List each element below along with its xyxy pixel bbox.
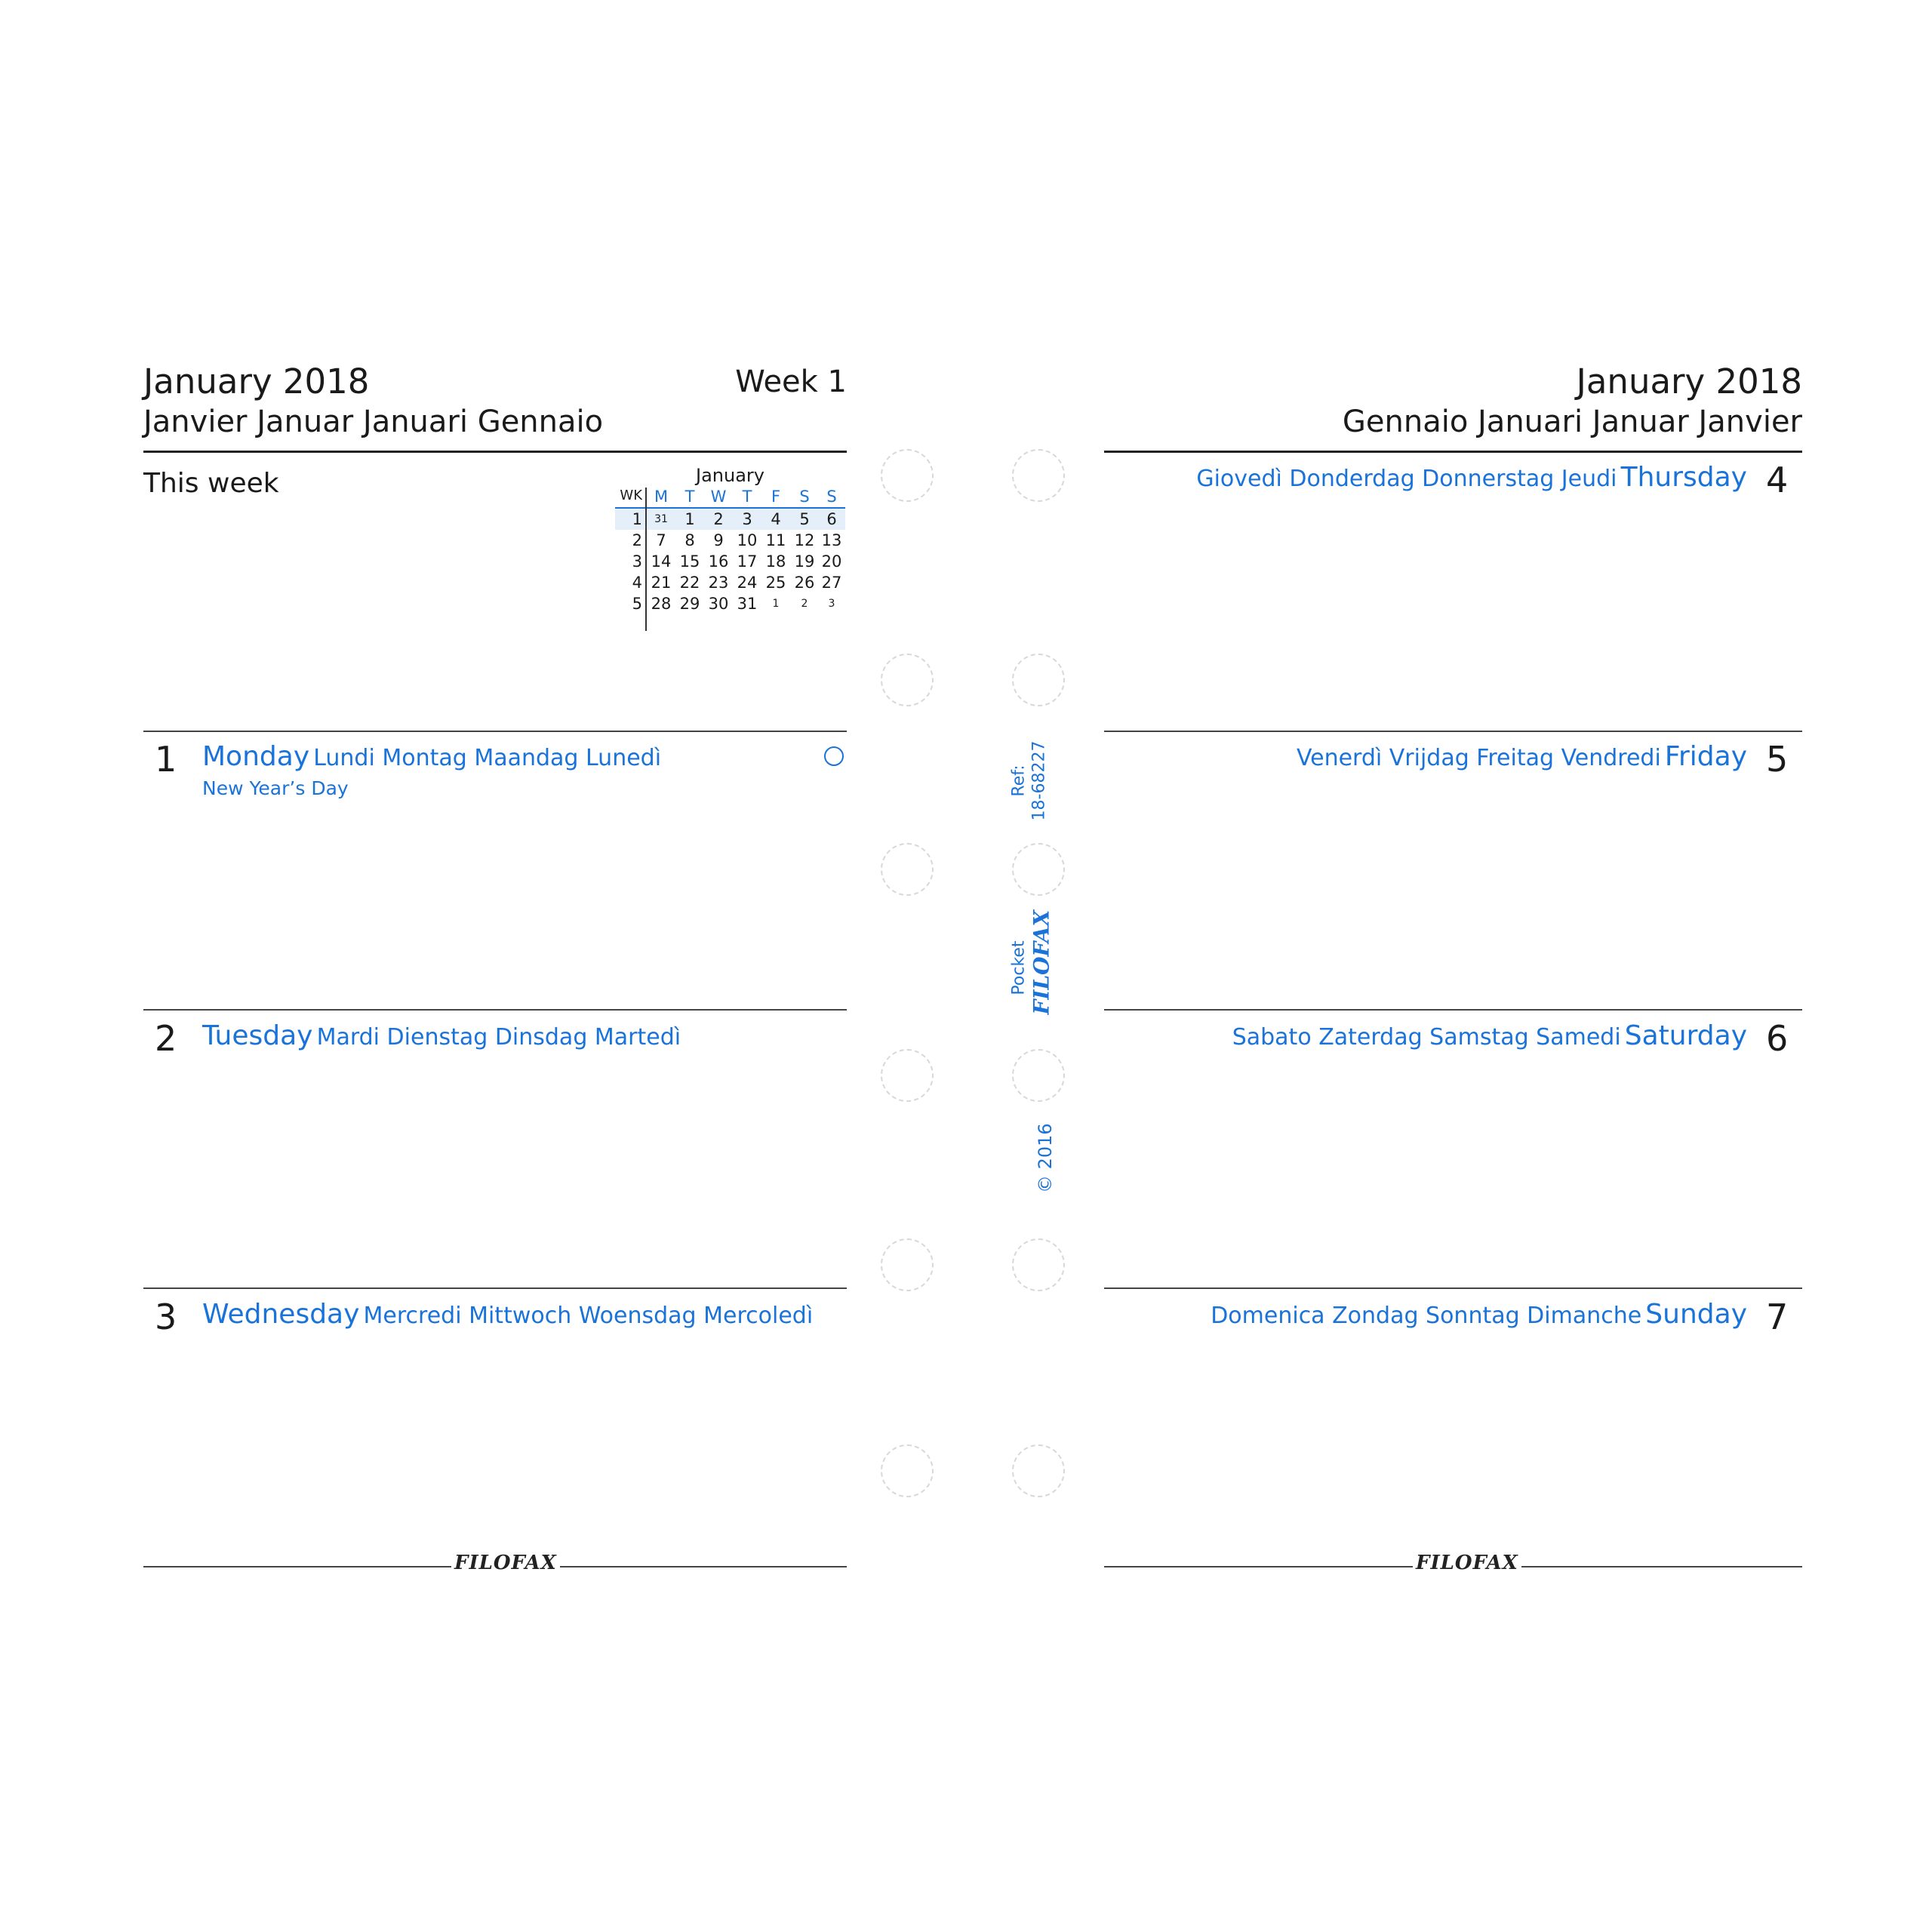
day-number: 5 [1766,739,1789,780]
punch-hole [1012,449,1065,502]
mini-calendar-day: 15 [679,552,700,571]
week-number: 4 [632,574,642,592]
day-name-translations: Domenica Zondag Sonntag Dimanche [1211,1303,1642,1329]
spine-brand-logo: FILOFAX [1029,909,1054,1015]
mini-calendar-day: 3 [828,598,835,610]
mini-calendar-row [615,552,845,574]
week-number: 5 [632,595,642,613]
day-name-translations: Mardi Dienstag Dinsdag Martedì [316,1024,681,1051]
punch-hole [881,1444,934,1497]
mini-calendar-day: 12 [794,531,815,549]
punch-hole [881,449,934,502]
day-name: Monday [202,741,310,772]
mini-calendar-day: 24 [737,574,758,592]
ref-label: Ref: [1009,764,1029,797]
day-name: Sunday [1645,1299,1747,1330]
day-number: 7 [1766,1297,1789,1337]
mini-calendar-day: 31 [654,513,668,525]
punch-hole [1012,654,1065,706]
day-heading [1104,462,1747,493]
right-page-subtitle: Gennaio Januari Januar Janvier [1342,405,1802,439]
left-page-title: January 2018 [143,361,370,401]
day-name-translations: Giovedì Donderdag Donnerstag Jeudi [1196,466,1617,492]
mini-calendar-day: 4 [771,510,781,528]
day-name: Friday [1664,741,1747,772]
mini-calendar-day: 1 [685,510,695,528]
day-number: 2 [155,1018,177,1059]
day-header: M [654,488,669,506]
punch-hole [881,1049,934,1102]
mini-calendar-day: 18 [765,552,786,571]
mini-calendar-row [615,574,845,595]
mini-calendar-day: 17 [737,552,758,571]
punch-hole [1012,1444,1065,1497]
day-number: 6 [1766,1018,1789,1059]
mini-calendar-day: 23 [708,574,729,592]
mini-calendar-row [615,510,845,531]
mini-calendar-day: 8 [685,531,695,549]
punch-hole [1012,843,1065,896]
mini-calendar-day: 19 [794,552,815,571]
week-label: Week 1 [735,365,847,399]
punch-hole [881,654,934,706]
mini-calendar-day: 25 [765,574,786,592]
day-heading [202,1299,813,1330]
mini-calendar-header-rule [615,507,845,509]
punch-hole [881,843,934,896]
punch-hole [1012,1238,1065,1291]
mini-calendar-day: 1 [772,598,780,610]
day-rule [143,1287,847,1289]
mini-calendar-day: 22 [679,574,700,592]
this-week-label: This week [143,468,279,499]
mini-calendar-day: 26 [794,574,815,592]
mini-calendar-day: 28 [651,595,672,613]
day-heading [1104,741,1747,772]
mini-calendar-day: 9 [713,531,724,549]
punch-hole [1012,1049,1065,1102]
mini-calendar-day: 21 [651,574,672,592]
mini-calendar-day: 16 [708,552,729,571]
day-name-translations: Sabato Zaterdag Samstag Samedi [1232,1024,1621,1051]
copyright: © 2016 [1035,1123,1056,1193]
mini-calendar-day: 3 [742,510,752,528]
day-heading [202,741,661,772]
right-page-title: January 2018 [1576,361,1802,401]
day-name-translations: Lundi Montag Maandag Lunedì [313,745,662,771]
day-heading [202,1020,681,1051]
mini-calendar-day: 30 [708,595,729,613]
holiday-label: New Year’s Day [202,777,349,799]
day-rule [1104,1009,1802,1011]
mini-calendar-day: 5 [799,510,810,528]
day-header: S [799,488,810,506]
mini-calendar-row [615,595,845,616]
header-rule [1104,451,1802,453]
wk-header: WK [620,488,642,503]
day-rule [1104,731,1802,732]
day-rule [1104,1287,1802,1289]
day-header: T [742,488,752,506]
header-rule [143,451,847,453]
holiday-circle-icon [824,746,844,766]
format-label: Pocket [1009,940,1029,995]
mini-calendar-day: 11 [765,531,786,549]
mini-calendar-day: 6 [826,510,837,528]
week-number: 2 [632,531,642,549]
day-name: Tuesday [202,1020,313,1051]
day-heading [1104,1020,1747,1051]
mini-calendar-day: 20 [821,552,842,571]
day-name-translations: Mercredi Mittwoch Woensdag Mercoledì [363,1303,814,1329]
day-header: S [826,488,837,506]
punch-hole [881,1238,934,1291]
mini-calendar-day: 31 [737,595,758,613]
ref-number: 18-68227 [1029,740,1049,821]
mini-calendar-day: 14 [651,552,672,571]
mini-calendar-day: 29 [679,595,700,613]
filofax-logo: FILOFAX [1413,1552,1521,1574]
mini-calendar-day: 7 [656,531,666,549]
mini-calendar-day: 27 [821,574,842,592]
day-heading [1104,1299,1747,1330]
week-number: 3 [632,552,642,571]
day-rule [143,1009,847,1011]
week-number: 1 [632,510,642,528]
day-header: T [685,488,695,506]
mini-calendar-day: 2 [713,510,724,528]
day-name: Wednesday [202,1299,360,1330]
day-header: F [771,488,781,506]
mini-calendar-day: 2 [801,598,808,610]
left-page-subtitle: Janvier Januar Januari Gennaio [143,405,604,439]
mini-calendar-row [615,531,845,552]
day-number: 1 [155,739,177,780]
day-name: Thursday [1620,462,1747,493]
day-name-translations: Venerdì Vrijdag Freitag Vendredi [1296,745,1661,771]
mini-calendar-month: January [696,465,764,486]
day-number: 4 [1766,460,1789,500]
day-rule [143,731,847,732]
day-number: 3 [155,1297,177,1337]
mini-calendar-day: 13 [821,531,842,549]
mini-calendar-header [615,488,845,506]
filofax-logo: FILOFAX [451,1552,560,1574]
day-header: W [710,488,727,506]
mini-calendar-day: 10 [737,531,758,549]
day-name: Saturday [1624,1020,1747,1051]
